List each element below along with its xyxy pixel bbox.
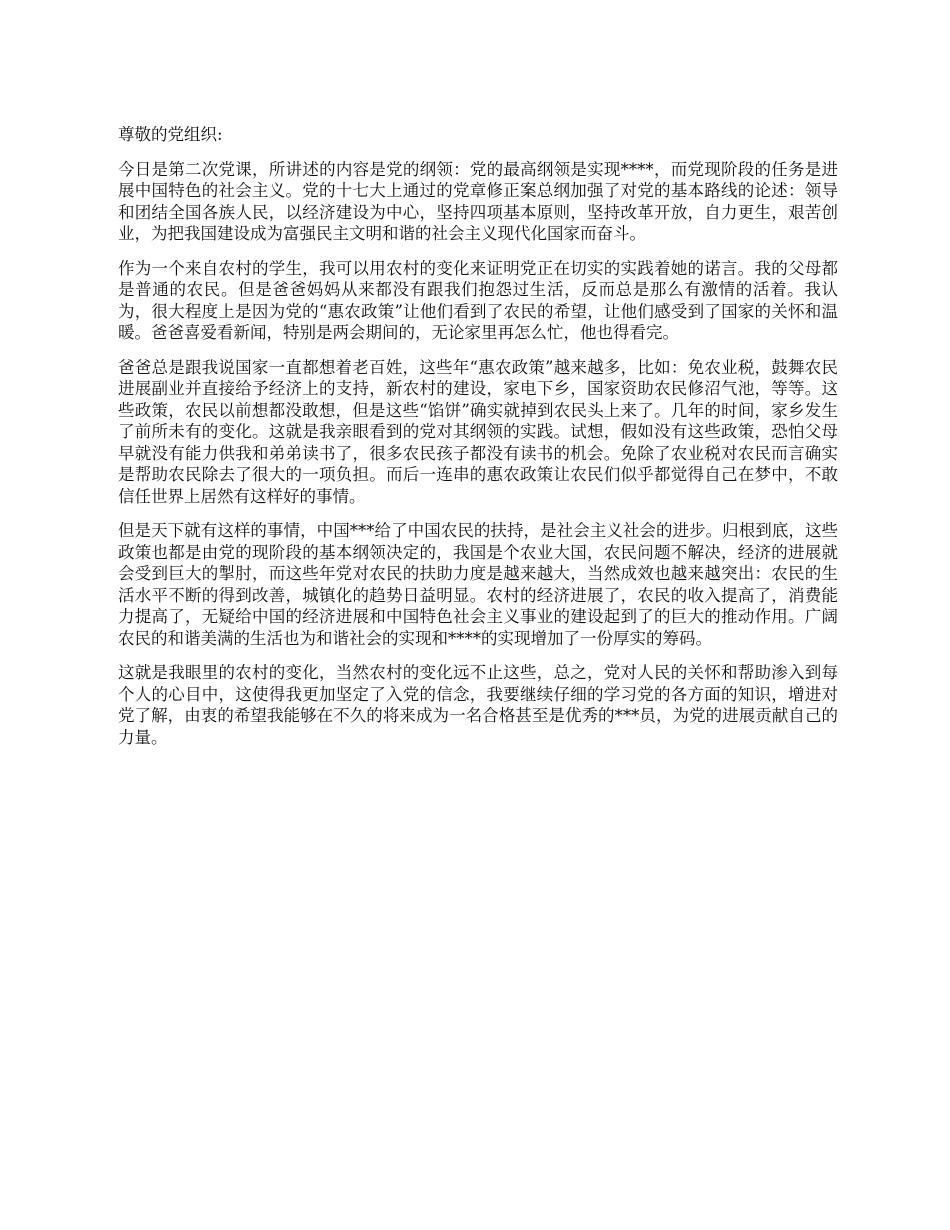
paragraph-2: 作为一个来自农村的学生，我可以用农村的变化来证明党正在切实的实践着她的诺言。我的父母都是普通的农民。但是爸爸妈妈从来都没有跟我们抱怨过生活，反而总是那么有激情的活着。我认为，很大程度上是因为党的“惠农政策”让他们看到了农民的希望，让他们感受到了国家的关怀和温暖。爸爸喜爱看新闻，特别是两会期间的，无论家里再怎么忙，他也得看完。 bbox=[118, 258, 838, 342]
paragraph-3: 爸爸总是跟我说国家一直都想着老百姓，这些年“惠农政策”越来越多，比如：免农业税，鼓舞农民进展副业并直接给予经济上的支持，新农村的建设，家电下乡，国家资助农民修沼气池，等等。这些政策，农民以前想都没敢想，但是这些“馅饼”确实就掉到农民头上来了。几年的时间，家乡发生了前所未有的变化。这就是我亲眼看到的党对其纲领的实践。试想，假如没有这些政策，恐怕父母早就没有能力供我和弟弟读书了，很多农民孩子都没有读书的机会。免除了农业税对农民而言确实是帮助农民除去了很大的一项负担。而后一连串的惠农政策让农民们似乎都觉得自己在梦中，不敢信任世界上居然有这样好的事情。 bbox=[118, 357, 838, 506]
document-body bbox=[118, 124, 838, 761]
paragraph-1: 今日是第二次党课，所讲述的内容是党的纲领：党的最高纲领是实现****，而党现阶段的任务是进展中国特色的社会主义。党的十七大上通过的党章修正案总纲加强了对党的基本路线的论述：领导和团结全国各族人民，以经济建设为中心，坚持四项基本原则，坚持改革开放，自力更生，艰苦创业，为把我国建设成为富强民主文明和谐的社会主义现代化国家而奋斗。 bbox=[118, 159, 838, 243]
paragraph-4: 但是天下就有这样的事情，中国***给了中国农民的扶持，是社会主义社会的进步。归根到底，这些政策也都是由党的现阶段的基本纲领决定的，我国是个农业大国，农民问题不解决，经济的进展就会受到巨大的掣肘，而这些年党对农民的扶助力度是越来越大，当然成效也越来越突出：农民的生活水平不断的得到改善，城镇化的趋势日益明显。农村的经济进展了，农民的收入提高了，消费能力提高了，无疑给中国的经济进展和中国特色社会主义事业的建设起到了的巨大的推动作用。广阔农民的和谐美满的生活也为和谐社会的实现和****的实现增加了一份厚实的筹码。 bbox=[118, 521, 838, 648]
paragraph-5: 这就是我眼里的农村的变化，当然农村的变化远不止这些，总之，党对人民的关怀和帮助渗入到每个人的心目中，这使得我更加坚定了入党的信念，我要继续仔细的学习党的各方面的知识，增进对党了解，由衷的希望我能够在不久的将来成为一名合格甚至是优秀的***员，为党的进展贡献自己的力量。 bbox=[118, 663, 838, 747]
salutation: 尊敬的党组织: bbox=[118, 125, 223, 144]
